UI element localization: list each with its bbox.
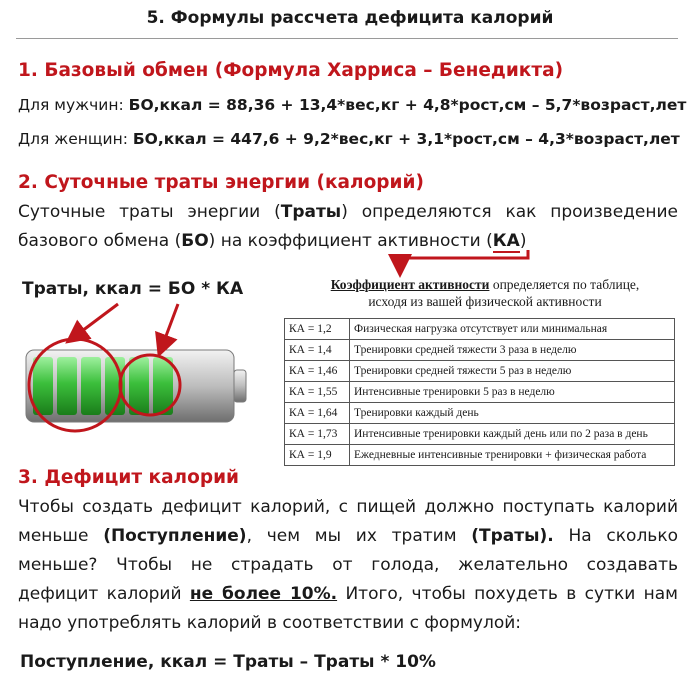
- title-divider: [16, 38, 678, 39]
- traty-term: Траты: [280, 202, 342, 222]
- section-1-heading: 1. Базовый обмен (Формула Харриса – Бенедикта): [18, 60, 564, 81]
- battery-terminal: [234, 370, 246, 402]
- section-3-line-2: меньше (Поступление), чем мы их тратим (Траты). На сколько: [18, 526, 678, 546]
- bo-term: БО: [181, 231, 209, 251]
- deficit-limit: не более 10%.: [189, 584, 338, 604]
- section-3-line-3: меньше? Чтобы не страдать от голода, желательно создавать: [18, 555, 678, 575]
- arrow-to-ka: [160, 304, 178, 352]
- table-row: КА = 1,4 Тренировки средней тяжести 3 раза в неделю: [285, 340, 675, 361]
- battery-cell: [57, 357, 77, 415]
- table-row: КА = 1,73 Интенсивные тренировки каждый день или по 2 раза в день: [285, 424, 675, 445]
- table-row: КА = 1,64 Тренировки каждый день: [285, 403, 675, 424]
- traty-formula: Траты, ккал = БО * КА: [22, 279, 244, 299]
- women-label: Для женщин:: [18, 130, 133, 148]
- battery-cell: [81, 357, 101, 415]
- men-formula: БО,ккал = 88,36 + 13,4*вес,кг + 4,8*рост,см – 5,7*возраст,лет: [128, 96, 687, 114]
- table-caption-bold: Коэффициент активности: [330, 277, 490, 292]
- table-caption-line2: исходя из вашей физической активности: [368, 294, 602, 309]
- section-3-line-5: надо употреблять калорий в соответствии с формулой:: [18, 613, 521, 633]
- battery-cell: [33, 357, 53, 415]
- table-row: КА = 1,46 Тренировки средней тяжести 5 раз в неделю: [285, 361, 675, 382]
- women-formula: БО,ккал = 447,6 + 9,2*вес,кг + 3,1*рост,см – 4,3*возраст,лет: [132, 130, 680, 148]
- section-2-line-1: Суточные траты энергии (Траты) определяются как произведение: [18, 202, 678, 222]
- section-2-paragraph: [18, 198, 678, 256]
- arrow-to-bo: [70, 304, 118, 340]
- ka-term: КА: [492, 231, 520, 251]
- section-2-heading: 2. Суточные траты энергии (калорий): [18, 172, 424, 193]
- activity-table: [284, 318, 675, 466]
- intake-formula: Поступление, ккал = Траты – Траты * 10%: [20, 652, 436, 672]
- battery-illustration: [0, 270, 300, 450]
- section-3-line-1: Чтобы создать дефицит калорий, с пищей должно поступать калорий: [18, 497, 678, 517]
- page-title: 5. Формулы рассчета дефицита калорий: [146, 8, 554, 28]
- section-3-heading: 3. Дефицит калорий: [18, 467, 239, 488]
- table-row: КА = 1,9 Ежедневные интенсивные тренировки + физическая работа: [285, 445, 675, 466]
- section-3-paragraph: [18, 493, 678, 638]
- section-3-line-4: дефицит калорий не более 10%. Итого, чтобы похудеть в сутки нам: [18, 584, 678, 604]
- men-label: Для мужчин:: [18, 96, 129, 114]
- table-row: КА = 1,2 Физическая нагрузка отсутствует или минимальная: [285, 319, 675, 340]
- table-caption: Коэффициент активности определяется по таблице, исходя из вашей физической активности: [330, 277, 640, 309]
- battery-cell: [129, 357, 149, 415]
- table-row: КА = 1,55 Интенсивные тренировки 5 раз в неделю: [285, 382, 675, 403]
- men-formula-line: [18, 96, 686, 114]
- women-formula-line: [18, 130, 680, 148]
- section-2-line-2: базового обмена (БО) на коэффициент активности (КА): [18, 231, 527, 251]
